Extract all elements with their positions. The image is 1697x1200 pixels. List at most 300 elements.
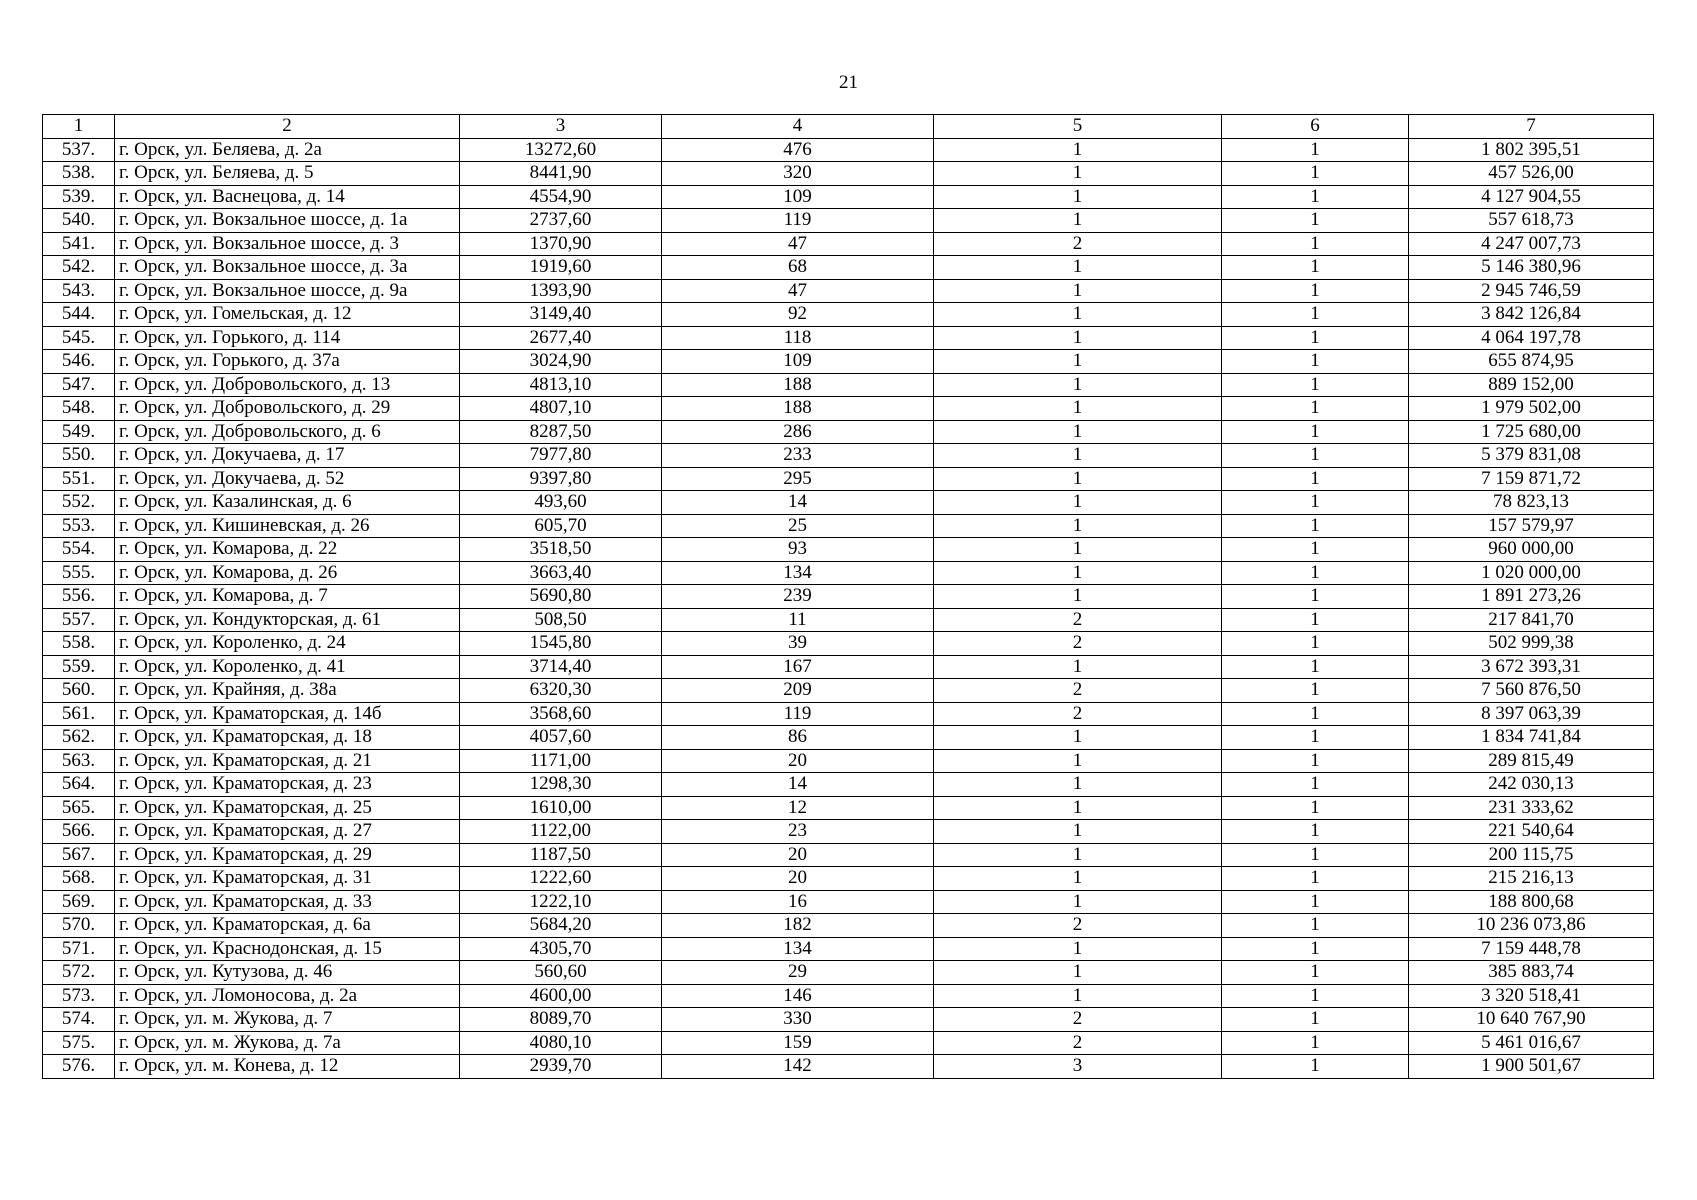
cost-cell: 7 159 448,78 <box>1409 937 1654 961</box>
cost-cell: 2 945 746,59 <box>1409 279 1654 303</box>
area-cell: 8441,90 <box>460 162 662 186</box>
table-row <box>43 420 1654 444</box>
registry-table <box>42 114 1654 1079</box>
area-cell: 3518,50 <box>460 538 662 562</box>
area-cell: 13272,60 <box>460 138 662 162</box>
table-row <box>43 702 1654 726</box>
cost-cell: 1 979 502,00 <box>1409 397 1654 421</box>
row-number: 549. <box>43 420 115 444</box>
flag-cell: 1 <box>1222 655 1409 679</box>
area-cell: 3568,60 <box>460 702 662 726</box>
flag-cell: 1 <box>1222 444 1409 468</box>
column-header: 2 <box>115 115 460 139</box>
row-number: 573. <box>43 984 115 1008</box>
table-row <box>43 162 1654 186</box>
flag-cell: 1 <box>1222 420 1409 444</box>
area-cell: 1222,10 <box>460 890 662 914</box>
row-number: 552. <box>43 491 115 515</box>
count-cell: 2 <box>934 632 1222 656</box>
residents-cell: 20 <box>662 867 934 891</box>
address-cell: г. Орск, ул. Добровольского, д. 13 <box>115 373 460 397</box>
address-cell: г. Орск, ул. Добровольского, д. 29 <box>115 397 460 421</box>
address-cell: г. Орск, ул. Докучаева, д. 52 <box>115 467 460 491</box>
table-row <box>43 914 1654 938</box>
count-cell: 1 <box>934 585 1222 609</box>
row-number: 564. <box>43 773 115 797</box>
count-cell: 1 <box>934 373 1222 397</box>
residents-cell: 159 <box>662 1031 934 1055</box>
residents-cell: 29 <box>662 961 934 985</box>
count-cell: 1 <box>934 961 1222 985</box>
row-number: 561. <box>43 702 115 726</box>
area-cell: 8089,70 <box>460 1008 662 1032</box>
cost-cell: 3 842 126,84 <box>1409 303 1654 327</box>
row-number: 542. <box>43 256 115 280</box>
residents-cell: 39 <box>662 632 934 656</box>
count-cell: 1 <box>934 843 1222 867</box>
residents-cell: 68 <box>662 256 934 280</box>
residents-cell: 182 <box>662 914 934 938</box>
area-cell: 4554,90 <box>460 185 662 209</box>
flag-cell: 1 <box>1222 138 1409 162</box>
area-cell: 1610,00 <box>460 796 662 820</box>
table-row <box>43 961 1654 985</box>
count-cell: 1 <box>934 162 1222 186</box>
count-cell: 2 <box>934 914 1222 938</box>
column-header: 3 <box>460 115 662 139</box>
flag-cell: 1 <box>1222 585 1409 609</box>
cost-cell: 215 216,13 <box>1409 867 1654 891</box>
area-cell: 4057,60 <box>460 726 662 750</box>
row-number: 567. <box>43 843 115 867</box>
address-cell: г. Орск, ул. Короленко, д. 24 <box>115 632 460 656</box>
table-row <box>43 585 1654 609</box>
residents-cell: 295 <box>662 467 934 491</box>
row-number: 551. <box>43 467 115 491</box>
address-cell: г. Орск, ул. Краматорская, д. 6а <box>115 914 460 938</box>
flag-cell: 1 <box>1222 326 1409 350</box>
area-cell: 5690,80 <box>460 585 662 609</box>
flag-cell: 1 <box>1222 1055 1409 1079</box>
residents-cell: 188 <box>662 373 934 397</box>
area-cell: 3024,90 <box>460 350 662 374</box>
table-row <box>43 608 1654 632</box>
residents-cell: 47 <box>662 232 934 256</box>
area-cell: 4807,10 <box>460 397 662 421</box>
address-cell: г. Орск, ул. Краматорская, д. 25 <box>115 796 460 820</box>
flag-cell: 1 <box>1222 961 1409 985</box>
flag-cell: 1 <box>1222 185 1409 209</box>
area-cell: 3149,40 <box>460 303 662 327</box>
address-cell: г. Орск, ул. Краматорская, д. 21 <box>115 749 460 773</box>
count-cell: 1 <box>934 420 1222 444</box>
area-cell: 4813,10 <box>460 373 662 397</box>
count-cell: 1 <box>934 397 1222 421</box>
count-cell: 1 <box>934 350 1222 374</box>
area-cell: 1222,60 <box>460 867 662 891</box>
row-number: 557. <box>43 608 115 632</box>
table-row <box>43 326 1654 350</box>
row-number: 575. <box>43 1031 115 1055</box>
count-cell: 2 <box>934 232 1222 256</box>
table-row <box>43 843 1654 867</box>
cost-cell: 10 640 767,90 <box>1409 1008 1654 1032</box>
table-row <box>43 256 1654 280</box>
flag-cell: 1 <box>1222 608 1409 632</box>
address-cell: г. Орск, ул. м. Конева, д. 12 <box>115 1055 460 1079</box>
residents-cell: 476 <box>662 138 934 162</box>
cost-cell: 457 526,00 <box>1409 162 1654 186</box>
column-header: 5 <box>934 115 1222 139</box>
flag-cell: 1 <box>1222 467 1409 491</box>
count-cell: 1 <box>934 514 1222 538</box>
table-row <box>43 679 1654 703</box>
table-row <box>43 491 1654 515</box>
residents-cell: 12 <box>662 796 934 820</box>
row-number: 546. <box>43 350 115 374</box>
cost-cell: 502 999,38 <box>1409 632 1654 656</box>
area-cell: 5684,20 <box>460 914 662 938</box>
row-number: 563. <box>43 749 115 773</box>
area-cell: 6320,30 <box>460 679 662 703</box>
area-cell: 4305,70 <box>460 937 662 961</box>
row-number: 554. <box>43 538 115 562</box>
cost-cell: 5 146 380,96 <box>1409 256 1654 280</box>
address-cell: г. Орск, ул. Вокзальное шоссе, д. 9а <box>115 279 460 303</box>
address-cell: г. Орск, ул. Казалинская, д. 6 <box>115 491 460 515</box>
cost-cell: 289 815,49 <box>1409 749 1654 773</box>
count-cell: 1 <box>934 867 1222 891</box>
table-row <box>43 397 1654 421</box>
residents-cell: 286 <box>662 420 934 444</box>
table-row <box>43 303 1654 327</box>
area-cell: 1393,90 <box>460 279 662 303</box>
cost-cell: 78 823,13 <box>1409 491 1654 515</box>
address-cell: г. Орск, ул. Краматорская, д. 29 <box>115 843 460 867</box>
flag-cell: 1 <box>1222 279 1409 303</box>
address-cell: г. Орск, ул. Комарова, д. 26 <box>115 561 460 585</box>
residents-cell: 320 <box>662 162 934 186</box>
table-row <box>43 796 1654 820</box>
row-number: 550. <box>43 444 115 468</box>
area-cell: 7977,80 <box>460 444 662 468</box>
cost-cell: 200 115,75 <box>1409 843 1654 867</box>
page-number: 21 <box>839 72 858 93</box>
address-cell: г. Орск, ул. Кишиневская, д. 26 <box>115 514 460 538</box>
count-cell: 1 <box>934 467 1222 491</box>
flag-cell: 1 <box>1222 773 1409 797</box>
cost-cell: 188 800,68 <box>1409 890 1654 914</box>
area-cell: 1171,00 <box>460 749 662 773</box>
row-number: 572. <box>43 961 115 985</box>
area-cell: 1187,50 <box>460 843 662 867</box>
residents-cell: 23 <box>662 820 934 844</box>
area-cell: 1370,90 <box>460 232 662 256</box>
address-cell: г. Орск, ул. Комарова, д. 22 <box>115 538 460 562</box>
table-row <box>43 185 1654 209</box>
residents-cell: 134 <box>662 937 934 961</box>
residents-cell: 119 <box>662 209 934 233</box>
table-row <box>43 279 1654 303</box>
residents-cell: 146 <box>662 984 934 1008</box>
flag-cell: 1 <box>1222 162 1409 186</box>
address-cell: г. Орск, ул. Краматорская, д. 14б <box>115 702 460 726</box>
residents-cell: 142 <box>662 1055 934 1079</box>
cost-cell: 221 540,64 <box>1409 820 1654 844</box>
cost-cell: 385 883,74 <box>1409 961 1654 985</box>
row-number: 562. <box>43 726 115 750</box>
count-cell: 1 <box>934 820 1222 844</box>
row-number: 548. <box>43 397 115 421</box>
table-row <box>43 1031 1654 1055</box>
table-row <box>43 1055 1654 1079</box>
area-cell: 9397,80 <box>460 467 662 491</box>
area-cell: 8287,50 <box>460 420 662 444</box>
flag-cell: 1 <box>1222 350 1409 374</box>
flag-cell: 1 <box>1222 303 1409 327</box>
area-cell: 2677,40 <box>460 326 662 350</box>
row-number: 537. <box>43 138 115 162</box>
count-cell: 1 <box>934 726 1222 750</box>
table-row <box>43 209 1654 233</box>
column-header: 6 <box>1222 115 1409 139</box>
area-cell: 508,50 <box>460 608 662 632</box>
address-cell: г. Орск, ул. Комарова, д. 7 <box>115 585 460 609</box>
flag-cell: 1 <box>1222 632 1409 656</box>
residents-cell: 11 <box>662 608 934 632</box>
row-number: 574. <box>43 1008 115 1032</box>
count-cell: 1 <box>934 326 1222 350</box>
cost-cell: 3 672 393,31 <box>1409 655 1654 679</box>
table-row <box>43 984 1654 1008</box>
table-row <box>43 350 1654 374</box>
row-number: 559. <box>43 655 115 679</box>
table-row <box>43 467 1654 491</box>
count-cell: 1 <box>934 138 1222 162</box>
area-cell: 560,60 <box>460 961 662 985</box>
cost-cell: 7 159 871,72 <box>1409 467 1654 491</box>
count-cell: 1 <box>934 655 1222 679</box>
count-cell: 1 <box>934 937 1222 961</box>
count-cell: 2 <box>934 608 1222 632</box>
flag-cell: 1 <box>1222 256 1409 280</box>
residents-cell: 20 <box>662 843 934 867</box>
column-header: 4 <box>662 115 934 139</box>
cost-cell: 960 000,00 <box>1409 538 1654 562</box>
flag-cell: 1 <box>1222 1031 1409 1055</box>
flag-cell: 1 <box>1222 491 1409 515</box>
area-cell: 1122,00 <box>460 820 662 844</box>
row-number: 570. <box>43 914 115 938</box>
residents-cell: 92 <box>662 303 934 327</box>
flag-cell: 1 <box>1222 1008 1409 1032</box>
row-number: 565. <box>43 796 115 820</box>
address-cell: г. Орск, ул. Короленко, д. 41 <box>115 655 460 679</box>
flag-cell: 1 <box>1222 679 1409 703</box>
table-row <box>43 444 1654 468</box>
count-cell: 1 <box>934 491 1222 515</box>
area-cell: 3714,40 <box>460 655 662 679</box>
count-cell: 1 <box>934 984 1222 1008</box>
area-cell: 493,60 <box>460 491 662 515</box>
row-number: 568. <box>43 867 115 891</box>
count-cell: 1 <box>934 796 1222 820</box>
flag-cell: 1 <box>1222 843 1409 867</box>
cost-cell: 1 802 395,51 <box>1409 138 1654 162</box>
cost-cell: 655 874,95 <box>1409 350 1654 374</box>
flag-cell: 1 <box>1222 867 1409 891</box>
table-row <box>43 232 1654 256</box>
address-cell: г. Орск, ул. Кондукторская, д. 61 <box>115 608 460 632</box>
residents-cell: 109 <box>662 350 934 374</box>
flag-cell: 1 <box>1222 984 1409 1008</box>
cost-cell: 4 064 197,78 <box>1409 326 1654 350</box>
residents-cell: 330 <box>662 1008 934 1032</box>
address-cell: г. Орск, ул. Краснодонская, д. 15 <box>115 937 460 961</box>
column-header: 1 <box>43 115 115 139</box>
count-cell: 1 <box>934 185 1222 209</box>
area-cell: 2737,60 <box>460 209 662 233</box>
area-cell: 1298,30 <box>460 773 662 797</box>
address-cell: г. Орск, ул. Добровольского, д. 6 <box>115 420 460 444</box>
address-cell: г. Орск, ул. м. Жукова, д. 7 <box>115 1008 460 1032</box>
cost-cell: 217 841,70 <box>1409 608 1654 632</box>
row-number: 544. <box>43 303 115 327</box>
row-number: 571. <box>43 937 115 961</box>
table-row <box>43 820 1654 844</box>
address-cell: г. Орск, ул. Горького, д. 37а <box>115 350 460 374</box>
area-cell: 3663,40 <box>460 561 662 585</box>
count-cell: 1 <box>934 279 1222 303</box>
cost-cell: 1 891 273,26 <box>1409 585 1654 609</box>
count-cell: 1 <box>934 444 1222 468</box>
cost-cell: 10 236 073,86 <box>1409 914 1654 938</box>
residents-cell: 233 <box>662 444 934 468</box>
row-number: 540. <box>43 209 115 233</box>
cost-cell: 1 834 741,84 <box>1409 726 1654 750</box>
address-cell: г. Орск, ул. Кутузова, д. 46 <box>115 961 460 985</box>
table-row <box>43 726 1654 750</box>
column-number-row <box>43 115 1654 139</box>
residents-cell: 93 <box>662 538 934 562</box>
row-number: 543. <box>43 279 115 303</box>
residents-cell: 20 <box>662 749 934 773</box>
address-cell: г. Орск, ул. Краматорская, д. 33 <box>115 890 460 914</box>
count-cell: 2 <box>934 1031 1222 1055</box>
flag-cell: 1 <box>1222 538 1409 562</box>
address-cell: г. Орск, ул. Вокзальное шоссе, д. 3а <box>115 256 460 280</box>
row-number: 539. <box>43 185 115 209</box>
residents-cell: 14 <box>662 491 934 515</box>
table-row <box>43 538 1654 562</box>
count-cell: 2 <box>934 1008 1222 1032</box>
count-cell: 1 <box>934 303 1222 327</box>
table-row <box>43 867 1654 891</box>
flag-cell: 1 <box>1222 397 1409 421</box>
cost-cell: 157 579,97 <box>1409 514 1654 538</box>
cost-cell: 5 461 016,67 <box>1409 1031 1654 1055</box>
column-header: 7 <box>1409 115 1654 139</box>
cost-cell: 7 560 876,50 <box>1409 679 1654 703</box>
address-cell: г. Орск, ул. Вокзальное шоссе, д. 1а <box>115 209 460 233</box>
cost-cell: 1 725 680,00 <box>1409 420 1654 444</box>
table-row <box>43 514 1654 538</box>
table-row <box>43 749 1654 773</box>
cost-cell: 4 127 904,55 <box>1409 185 1654 209</box>
table-row <box>43 1008 1654 1032</box>
count-cell: 1 <box>934 773 1222 797</box>
address-cell: г. Орск, ул. Беляева, д. 2а <box>115 138 460 162</box>
area-cell: 4080,10 <box>460 1031 662 1055</box>
flag-cell: 1 <box>1222 514 1409 538</box>
count-cell: 1 <box>934 749 1222 773</box>
address-cell: г. Орск, ул. Ломоносова, д. 2а <box>115 984 460 1008</box>
row-number: 553. <box>43 514 115 538</box>
count-cell: 3 <box>934 1055 1222 1079</box>
flag-cell: 1 <box>1222 914 1409 938</box>
count-cell: 2 <box>934 679 1222 703</box>
residents-cell: 134 <box>662 561 934 585</box>
residents-cell: 14 <box>662 773 934 797</box>
table-row <box>43 890 1654 914</box>
residents-cell: 47 <box>662 279 934 303</box>
table-row <box>43 937 1654 961</box>
area-cell: 605,70 <box>460 514 662 538</box>
row-number: 555. <box>43 561 115 585</box>
table-body <box>43 138 1654 1078</box>
row-number: 558. <box>43 632 115 656</box>
address-cell: г. Орск, ул. Краматорская, д. 18 <box>115 726 460 750</box>
row-number: 538. <box>43 162 115 186</box>
flag-cell: 1 <box>1222 232 1409 256</box>
cost-cell: 889 152,00 <box>1409 373 1654 397</box>
flag-cell: 1 <box>1222 796 1409 820</box>
row-number: 569. <box>43 890 115 914</box>
cost-cell: 3 320 518,41 <box>1409 984 1654 1008</box>
address-cell: г. Орск, ул. Краматорская, д. 27 <box>115 820 460 844</box>
residents-cell: 109 <box>662 185 934 209</box>
area-cell: 4600,00 <box>460 984 662 1008</box>
flag-cell: 1 <box>1222 749 1409 773</box>
row-number: 541. <box>43 232 115 256</box>
flag-cell: 1 <box>1222 561 1409 585</box>
count-cell: 2 <box>934 702 1222 726</box>
residents-cell: 25 <box>662 514 934 538</box>
row-number: 545. <box>43 326 115 350</box>
count-cell: 1 <box>934 256 1222 280</box>
address-cell: г. Орск, ул. Крайняя, д. 38а <box>115 679 460 703</box>
address-cell: г. Орск, ул. Краматорская, д. 23 <box>115 773 460 797</box>
table-row <box>43 655 1654 679</box>
flag-cell: 1 <box>1222 937 1409 961</box>
area-cell: 1919,60 <box>460 256 662 280</box>
count-cell: 1 <box>934 561 1222 585</box>
cost-cell: 4 247 007,73 <box>1409 232 1654 256</box>
residents-cell: 118 <box>662 326 934 350</box>
cost-cell: 8 397 063,39 <box>1409 702 1654 726</box>
flag-cell: 1 <box>1222 890 1409 914</box>
address-cell: г. Орск, ул. Краматорская, д. 31 <box>115 867 460 891</box>
row-number: 576. <box>43 1055 115 1079</box>
flag-cell: 1 <box>1222 702 1409 726</box>
residents-cell: 119 <box>662 702 934 726</box>
address-cell: г. Орск, ул. Горького, д. 114 <box>115 326 460 350</box>
cost-cell: 5 379 831,08 <box>1409 444 1654 468</box>
address-cell: г. Орск, ул. Васнецова, д. 14 <box>115 185 460 209</box>
cost-cell: 1 900 501,67 <box>1409 1055 1654 1079</box>
cost-cell: 1 020 000,00 <box>1409 561 1654 585</box>
cost-cell: 231 333,62 <box>1409 796 1654 820</box>
